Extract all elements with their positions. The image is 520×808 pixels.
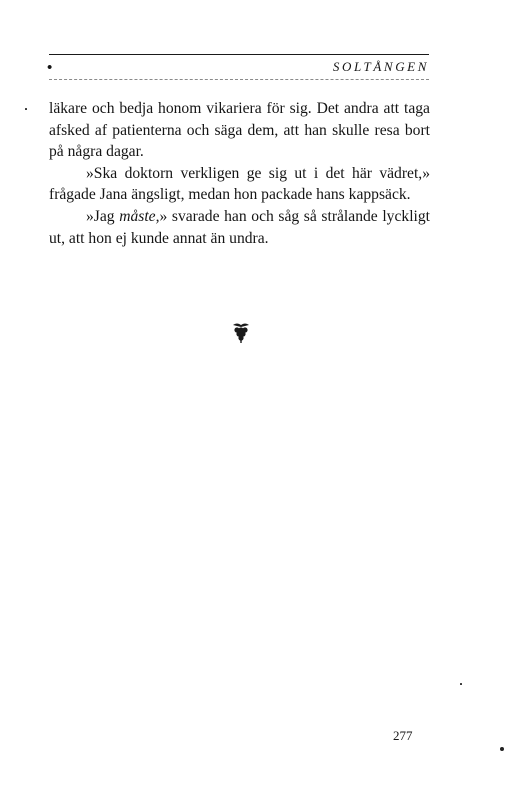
text-line: »Ska doktorn verkligen ge sig ut i det här: [86, 164, 372, 182]
ink-speck: [25, 108, 27, 110]
text-line: läkare och bedja honom vikariera för sig. Det andra: [49, 100, 379, 117]
header-rule: [49, 54, 429, 55]
text-line: han skulle resa bort på några dagar.: [49, 121, 431, 161]
grape-cluster-ornament-icon: [229, 320, 253, 344]
text-line: att taga afsked af patienterna och säga dem, att: [49, 100, 430, 139]
ink-speck: [460, 683, 462, 685]
header-underline: [49, 79, 429, 80]
ink-speck: [500, 747, 504, 751]
paragraph: [49, 206, 430, 249]
header-bullet: •: [47, 60, 53, 76]
page-number: 277: [393, 728, 413, 743]
paragraph: [49, 98, 430, 163]
body-text: [49, 98, 430, 249]
text-line: vädret,» frågade Jana ängsligt, medan hon packade: [49, 164, 430, 204]
paragraph: [49, 163, 430, 206]
emphasized-word: måste,: [119, 207, 160, 225]
text-fragment: »Jag: [86, 207, 120, 225]
text-line: lyckligt ut, att hon ej kunde annat än undra.: [49, 207, 430, 247]
running-head: SOLTÅNGEN: [332, 59, 429, 74]
text-fragment: » svarade han och såg så strålande: [159, 207, 378, 225]
text-line: hans kappsäck.: [316, 186, 411, 204]
